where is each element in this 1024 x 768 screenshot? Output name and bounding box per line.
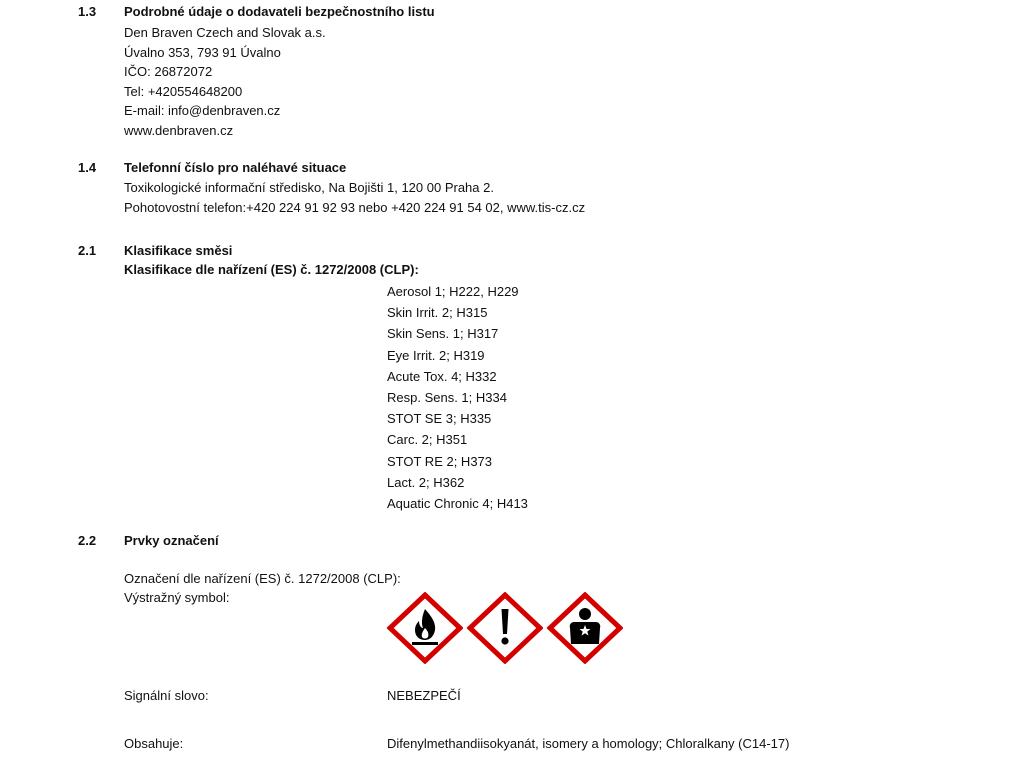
classification-item: STOT SE 3; H335	[387, 411, 492, 427]
section-heading: Telefonní číslo pro naléhavé situace	[124, 160, 347, 175]
supplier-website: www.denbraven.cz	[124, 122, 234, 138]
classification-item: Carc. 2; H351	[387, 432, 468, 448]
classification-item: Aerosol 1; H222, H229	[387, 284, 519, 299]
classification-item: Skin Irrit. 2; H315	[387, 305, 488, 321]
emergency-details	[124, 178, 585, 217]
section-number: 2.2	[78, 533, 97, 548]
section-number: 1.3	[78, 4, 97, 19]
section-heading: Prvky označení	[124, 533, 219, 548]
emergency-phone: Pohotovostní telefon:+420 224 91 92 93 nebo +420 224 91 54 02, www.tis-cz.cz	[124, 199, 586, 215]
classification-item: Aquatic Chronic 4; H413	[387, 495, 528, 511]
exclamation-mark-icon	[467, 592, 543, 664]
hazard-pictograms	[387, 592, 627, 664]
supplier-email: E-mail: info@denbraven.cz	[124, 103, 281, 119]
flame-icon	[387, 592, 463, 664]
marking-label: Označení dle nařízení (ES) č. 1272/2008 (CLP):	[124, 571, 401, 586]
signal-word-value: NEBEZPEČÍ	[387, 688, 461, 703]
signal-word-label: Signální slovo:	[124, 688, 209, 703]
health-hazard-icon	[547, 592, 623, 664]
section-heading: Podrobné údaje o dodavateli bezpečnostního listu	[124, 4, 435, 19]
classification-subheading: Klasifikace dle nařízení (ES) č. 1272/2008 (CLP):	[124, 262, 419, 277]
supplier-name: Den Braven Czech and Slovak a.s.	[124, 25, 326, 40]
classification-item: Acute Tox. 4; H332	[387, 368, 497, 384]
contains-label: Obsahuje:	[124, 736, 184, 751]
warning-symbol-label: Výstražný symbol:	[124, 590, 230, 605]
supplier-details	[124, 23, 326, 141]
classification-item: Lact. 2; H362	[387, 474, 465, 490]
classification-item: Skin Sens. 1; H317	[387, 326, 499, 342]
classification-list	[387, 281, 528, 514]
classification-item: Eye Irrit. 2; H319	[387, 347, 485, 363]
section-number: 2.1	[78, 243, 97, 258]
contains-value: Difenylmethandiisokyanát, isomery a homology; Chloralkany (C14-17)	[387, 736, 790, 751]
supplier-phone: Tel: +420554648200	[124, 83, 243, 99]
section-heading: Klasifikace směsi	[124, 243, 233, 258]
supplier-address: Úvalno 353, 793 91 Úvalno	[124, 44, 281, 60]
classification-item: Resp. Sens. 1; H334	[387, 389, 507, 405]
supplier-ico: IČO: 26872072	[124, 64, 213, 80]
classification-item: STOT RE 2; H373	[387, 453, 493, 469]
section-number: 1.4	[78, 160, 97, 175]
emergency-center: Toxikologické informační středisko, Na Bojišti 1, 120 00 Praha 2.	[124, 180, 494, 195]
